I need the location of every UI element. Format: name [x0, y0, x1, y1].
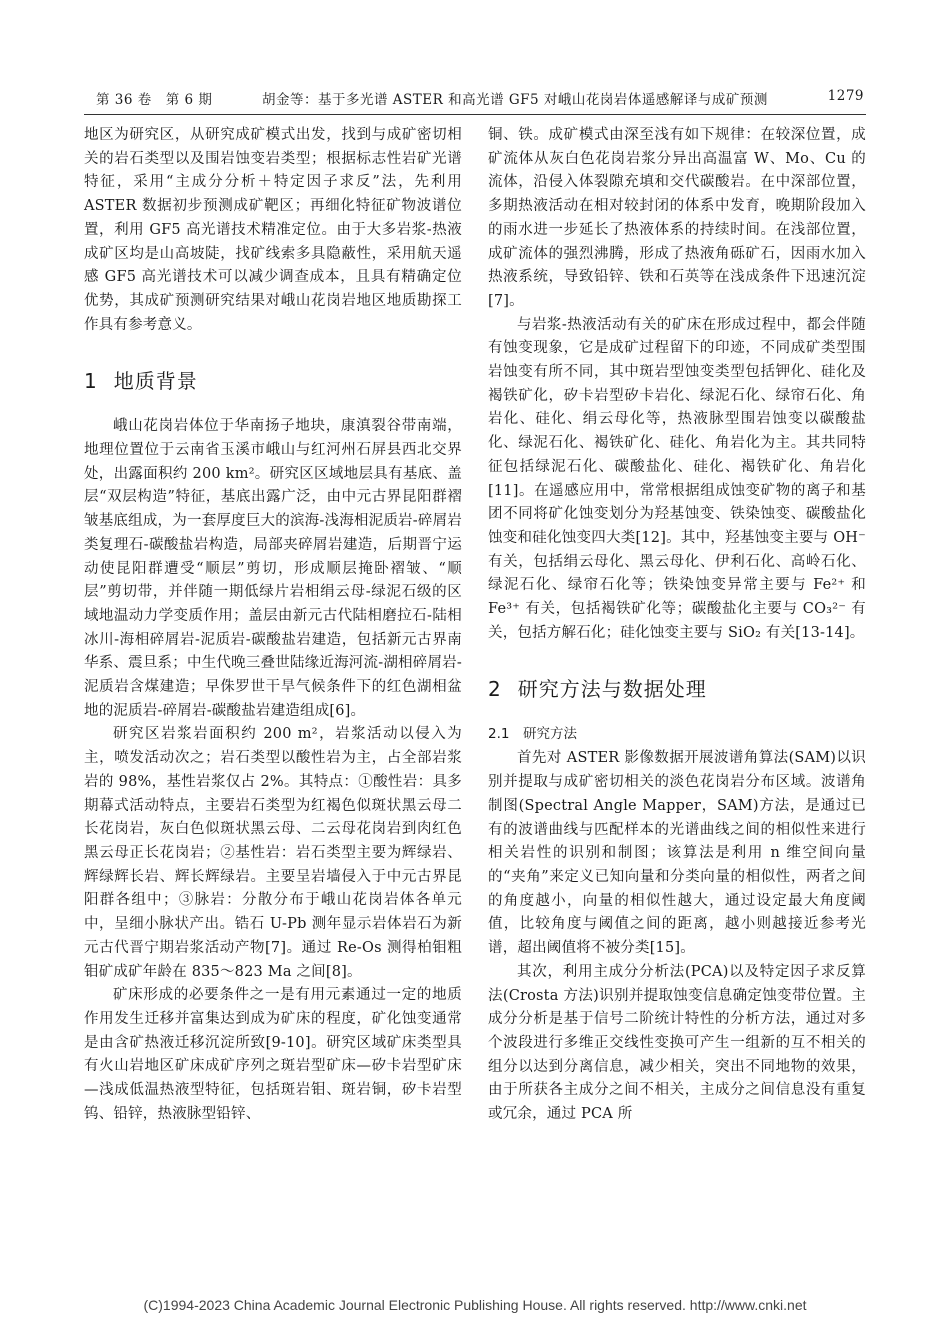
page-number: 1279	[827, 88, 864, 104]
body-paragraph: 研究区岩浆岩面积约 200 m²，岩浆活动以侵入为主，喷发活动次之；岩石类型以酸性岩为主，占全部岩浆岩的 98%，基性岩浆仅占 2%。其特点：①酸性岩：具多期幕式活动特点，主要岩石类型为红褐色似斑状黑云母二长花岗岩，灰白色似斑状黑云母、二云母花岗岩到肉红色黑云母正长花岗岩；②基性岩：岩石类型主要为辉绿岩、辉绿辉长岩、辉长辉绿岩。主要呈岩墙侵入于中元古界昆阳群各组中；③脉岩：分散分布于峨山花岗岩体各单元中，呈细小脉状产出。锆石 U-Pb 测年显示岩体岩石为新元古代晋宁期岩浆活动产物[7]。通过 Re-Os 测得柏钼粗钼矿成矿年龄在 835～823 Ma 之间[8]。	[84, 726, 462, 980]
body-paragraph: 矿床形成的必要条件之一是有用元素通过一定的地质作用发生迁移并富集达到成为矿床的程度，矿化蚀变通常是由含矿热液迁移沉淀所致[9-10]。研究区域矿床类型具有火山岩地区矿床成矿序列之斑岩型矿床—矽卡岩型矿床—浅成低温热液型特征，包括斑岩钼、斑岩铜，矽卡岩型钨、铅锌，热液脉型铅锌、	[84, 987, 462, 1122]
copyright-footer: (C)1994-2023 China Academic Journal Electronic Publishing House. All rights reserved. http://www.cnki.net	[143, 1297, 807, 1313]
body-paragraph-continued: 铜、铁。成矿模式由深至浅有如下规律：在较深位置，成矿流体从灰白色花岗岩浆分异出高温富 W、Mo、Cu 的流体，沿侵入体裂隙充填和交代碳酸岩。在中深部位置，多期热液活动在相对较封闭的体系中发育，晚期阶段加入的雨水进一步延长了热液体系的持续时间。在浅部位置，成矿流体的强烈沸腾，形成了热液角砾矿石，因雨水加入热液系统，导致铅锌、铁和石英等在浅成条件下迅速沉淀[7]。	[488, 127, 866, 309]
section-title: 研究方法与数据处理	[517, 677, 707, 702]
section-title: 地质背景	[113, 369, 198, 394]
article-running-title: 胡金等：基于多光谱 ASTER 和高光谱 GF5 对峨山花岗岩体遥感解译与成矿预测	[262, 92, 768, 108]
body-paragraph: 峨山花岗岩体位于华南扬子地块，康滇裂谷带南端，地理位置位于云南省玉溪市峨山与红河州石屏县西北交界处，出露面积约 200 km²。研究区区域地层具有基底、盖层“双层构造”特征，基底出露广泛，由中元古界昆阳群褶皱基底组成，为一套厚度巨大的滨海-浅海相泥质岩-碎屑岩类复理石-碳酸盐岩构造，局部夹碎屑岩建造，后期晋宁运动使昆阳群遭受“顺层”剪切，形成顺层掩卧褶皱、“顺层”剪切带，并伴随一期低绿片岩相绢云母-绿泥石级的区域地温动力学变质作用；盖层由新元古代陆相磨拉石-陆相冰川-海相碎屑岩-泥质岩-碳酸盐岩建造，包括新元古界南华系、震旦系；中生代晚三叠世陆缘近海河流-湖相碎屑岩-泥质岩含煤建造；早侏罗世干旱气候条件下的红色湖相盆地的泥质岩-碎屑岩-碳酸盐岩建造组成[6]。	[84, 418, 462, 719]
left-column	[84, 124, 462, 1126]
body-paragraph: 其次，利用主成分分析法(PCA)以及特定因子求反算法(Crosta 方法)识别并提取蚀变信息确定蚀变带位置。主成分分析是基于信号二阶统计特性的分析方法，通过对多个波段进行多维正交线性变换可产生一组新的互不相关的组分以达到分离信息，减少相关，突出不同地物的效果，由于所获各主成分之间不相关，主成分之间信息没有重复或冗余，通过 PCA 所	[488, 963, 866, 1123]
section-number: 1	[84, 369, 98, 394]
running-header	[84, 88, 864, 110]
body-paragraph: 首先对 ASTER 影像数据开展波谱角算法(SAM)以识别并提取与成矿密切相关的淡色花岗岩分布区域。波谱角制图(Spectral Angle Mapper，SAM)方法，是通过已有的波谱曲线与匹配样本的光谱曲线之间的相似性来进行相关岩性的识别和制图；该算法是利用 n 维空间向量的“夹角”来定义已知向量和分类向量的相似性，两者之间的角度越小，向量的相似性越大，通过设定最大角度阈值，比较角度与阈值之间的距离，越小则越接近参考光谱，超出阈值将不被分类[15]。	[488, 750, 866, 957]
right-column	[488, 124, 866, 1127]
body-paragraph: 与岩浆-热液活动有关的矿床在形成过程中，都会伴随有蚀变现象，它是成矿过程留下的印迹，不同成矿类型围岩蚀变有所不同，其中斑岩型蚀变类型包括钾化、硅化及褐铁矿化，矽卡岩型矽卡岩化、绿泥石化、绿帘石化、角岩化、硅化、绢云母化等，热液脉型围岩蚀变以碳酸盐化、绿泥石化、褐铁矿化、硅化、角岩化为主。其共同特征包括绿泥石化、碳酸盐化、硅化、褐铁矿化、角岩化[11]。在遥感应用中，常常根据组成蚀变矿物的离子和基团不同将矿化蚀变划分为羟基蚀变、铁染蚀变、碳酸盐化蚀变和硅化蚀变四大类[12]。其中，羟基蚀变主要与 OH⁻ 有关，包括绢云母化、黑云母化、伊利石化、高岭石化、绿泥石化、绿帘石化等；铁染蚀变异常主要与 Fe²⁺ 和 Fe³⁺ 有关，包括褐铁矿化等；碳酸盐化主要与 CO₃²⁻ 有关，包括方解石化；硅化蚀变主要与 SiO₂ 有关[13-14]。	[488, 316, 866, 641]
section-heading-2	[488, 673, 866, 702]
section-number: 2	[488, 677, 502, 702]
section-heading-1	[84, 365, 462, 394]
intro-paragraph-continued: 地区为研究区，从研究成矿模式出发，找到与成矿密切相关的岩石类型以及围岩蚀变岩类型；根据标志性岩矿光谱特征，采用“主成分分析＋特定因子求反”法，先利用 ASTER 数据初步预测成矿靶区；再细化特征矿物波谱位置，利用 GF5 高光谱技术精准定位。由于大多岩浆-热液成矿区均是山高坡陡，找矿线索多具隐蔽性，采用航天遥感 GF5 高光谱技术可以减少调查成本，且具有精确定位优势，其成矿预测研究结果对峨山花岗岩地区地质勘探工作具有参考意义。	[84, 127, 462, 333]
journal-volume-issue: 第 36 卷 第 6 期	[96, 92, 213, 108]
subsection-heading-2-1: 2.1 研究方法	[488, 726, 577, 743]
header-rule	[84, 114, 866, 115]
